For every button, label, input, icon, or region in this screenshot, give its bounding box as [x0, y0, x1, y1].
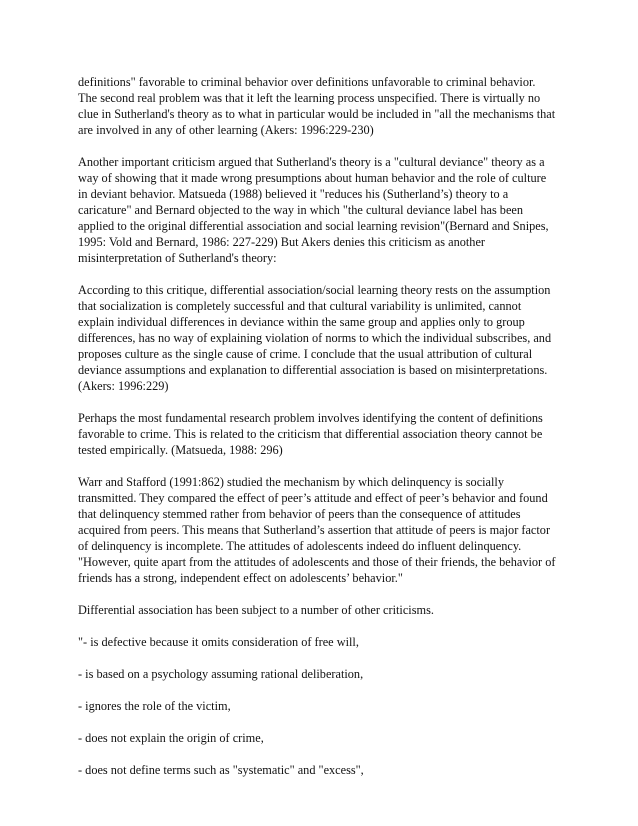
list-item-criticism — [78, 730, 570, 746]
text-line: are involved in any of other learning (Akers: 1996:229-230) — [78, 123, 374, 137]
text-line: - does not explain the origin of crime, — [78, 731, 264, 745]
text-line: misinterpretation of Sutherland's theory: — [78, 251, 277, 265]
paragraph-other-criticisms — [78, 602, 570, 618]
list-item-criticism — [78, 666, 570, 682]
text-line: of delinquency is incomplete. The attitudes of adolescents indeed do influent delinquency. — [78, 539, 522, 553]
text-line: clue in Sutherland's theory as to what in particular would be included in "all the mechanisms that — [78, 107, 556, 121]
text-line: - is based on a psychology assuming rational deliberation, — [78, 667, 364, 681]
text-line: definitions" favorable to criminal behavior over definitions unfavorable to criminal behavior. — [78, 75, 536, 89]
text-line: The second real problem was that it left the learning process unspecified. There is virtually no — [78, 91, 541, 105]
text-line: Differential association has been subject to a number of other criticisms. — [78, 603, 434, 617]
text-line: - does not define terms such as "systematic" and "excess", — [78, 763, 364, 777]
text-line: applied to the original differential association and social learning revision"(Bernard and Snipes, — [78, 219, 549, 233]
text-line: tested empirically. (Matsueda, 1988: 296) — [78, 443, 283, 457]
text-line: According to this critique, differential association/social learning theory rests on the assumption — [78, 283, 551, 297]
list-item-criticism — [78, 634, 570, 650]
text-line: - ignores the role of the victim, — [78, 699, 231, 713]
text-line: differences, has no way of explaining violation of norms to which the individual subscribes, and — [78, 331, 552, 345]
text-line: Warr and Stafford (1991:862) studied the mechanism by which delinquency is socially — [78, 475, 505, 489]
text-line: explain individual differences in deviance within the same group and applies only to group — [78, 315, 525, 329]
text-line: that socialization is completely successful and that cultural variability is unlimited, cannot — [78, 299, 522, 313]
text-line: Perhaps the most fundamental research problem involves identifying the content of definitions — [78, 411, 543, 425]
text-line: 1995: Vold and Bernard, 1986: 227-229) But Akers denies this criticism as another — [78, 235, 485, 249]
paragraph-definitions — [78, 74, 570, 138]
text-line: in deviant behavior. Matsueda (1988) believed it "reduces his (Sutherland’s) theory to a — [78, 187, 509, 201]
text-line: caricature" and Bernard objected to the way in which "the cultural deviance label has been — [78, 203, 524, 217]
text-line: deviance assumptions and explanation to differential association is based on misinterpretations. — [78, 363, 548, 377]
text-line: (Akers: 1996:229) — [78, 379, 169, 393]
text-line: "- is defective because it omits consideration of free will, — [78, 635, 359, 649]
text-line: way of showing that it made wrong presumptions about human behavior and the role of culture — [78, 171, 547, 185]
text-line: transmitted. They compared the effect of peer’s attitude and effect of peer’s behavior and found — [78, 491, 548, 505]
list-item-criticism — [78, 762, 570, 778]
document-page — [78, 74, 570, 794]
paragraph-warr-stafford — [78, 474, 570, 586]
text-line: acquired from peers. This means that Sutherland’s assertion that attitude of peers is major factor — [78, 523, 551, 537]
paragraph-cultural-deviance — [78, 154, 570, 266]
text-line: proposes culture as the single cause of crime. I conclude that the usual attribution of cultural — [78, 347, 533, 361]
paragraph-research-problem — [78, 410, 570, 458]
text-line: "However, quite apart from the attitudes of adolescents and those of their friends, the behavior of — [78, 555, 556, 569]
list-item-criticism — [78, 698, 570, 714]
text-line: Another important criticism argued that Sutherland's theory is a "cultural deviance" theory as a — [78, 155, 545, 169]
text-line: friends has a strong, independent effect on adolescents’ behavior." — [78, 571, 403, 585]
text-line: favorable to crime. This is related to the criticism that differential association theory cannot be — [78, 427, 543, 441]
paragraph-critique-quote — [78, 282, 570, 394]
text-line: that delinquency stemmed rather from behavior of peers than the consequence of attitudes — [78, 507, 521, 521]
